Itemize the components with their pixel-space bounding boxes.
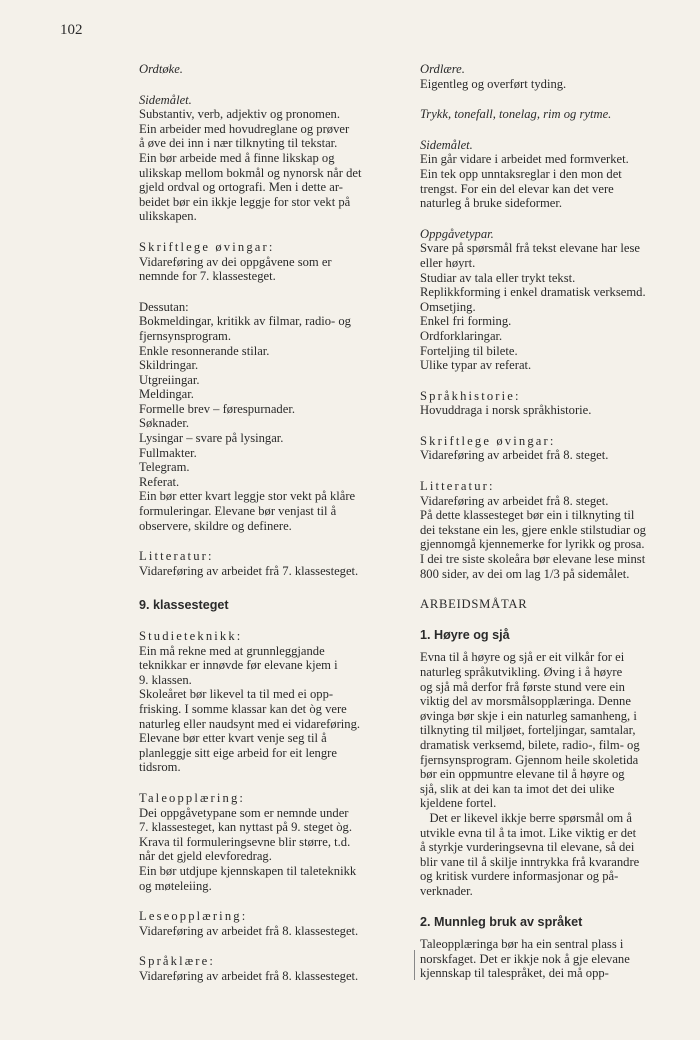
text-line: Dei oppgåvetypane som er nemnde under [139,805,349,820]
text-line: beidet bør ein ikkje leggje for stor vekt på [139,194,351,209]
text-block [420,227,674,373]
text-line: Enkle resonnerande stilar. [139,343,270,358]
section-label: Språkhistorie: [420,388,521,403]
text-line: bør ein oppmuntre elevane til å høyre og [420,767,625,782]
text-line: fjernsynsprogram. Gjennom heile skoletida [420,752,639,767]
text-line: Søknader. [139,416,190,431]
text-block [420,389,674,418]
text-line: Bokmeldingar, kritikk av filmar, radio- og [139,314,351,329]
text-line: fjernsynsprogram. [139,328,231,343]
text-line: Ein må rekne med at grunnleggjande [139,643,325,658]
text-line: utvikle evna til å ta imot. Like viktig er det [420,825,637,840]
text-block [420,107,674,122]
text-line: Elevane bør etter kvart venje seg til å [139,731,327,746]
text-line: tilknyting til miljøet, forteljingar, samtalar, [420,723,636,738]
section-label: Oppgåvetypar. [420,226,494,241]
text-line: når det gjeld elevforedrag. [139,849,272,864]
text-line: Utgreiingar. [139,372,200,387]
text-line: verknader. [420,883,473,898]
section-label: Sidemålet. [139,92,192,107]
section-label: Dessutan: [139,299,189,314]
page-number: 102 [60,22,83,38]
section-label: Skriftlege øvingar: [420,433,556,448]
text-block [420,628,674,899]
text-line: kjennskap til talespråket, dei må opp- [420,966,609,981]
text-line: Vidareføring av arbeidet frå 8. klassesteget. [139,923,359,938]
section-heading: 1. Høyre og sjå [420,627,510,642]
text-line: gjennomgå kjennemerke for lyrikk og prosa. [420,537,645,552]
text-line: Replikkforming i enkel dramatisk verksemd. [420,285,646,300]
section-label: Litteratur: [139,549,214,564]
section-label: Leseopplæring: [139,909,248,924]
text-line: naturleg eller naudsynt med ei vidareføring. [139,716,361,731]
text-line: Krava til formuleringsevne blir større, t.d. [139,834,351,849]
text-line: Vidareføring av dei oppgåvene som er [139,254,332,269]
text-block [139,62,391,77]
text-line: og kritisk vurdere informasjonar og på- [420,869,619,884]
text-line: Vidareføring av arbeidet frå 8. steget. [420,493,609,508]
text-line: trengst. For ein del elevar kan det vere [420,181,614,196]
section-label: Sidemålet. [420,137,473,152]
text-line: Telegram. [139,460,190,475]
text-line: naturleg å bruke sideformer. [420,196,562,211]
text-block [420,479,674,581]
text-line: og møteleiing. [139,878,212,893]
text-line: og sjå må derfor frå første stund vere ein [420,679,625,694]
section-label: Studieteknikk: [139,629,243,643]
right-column [420,62,674,997]
text-block [139,909,391,938]
text-line: ulikskapen. [139,209,197,224]
text-line: Det er likevel ikkje berre spørsmål om å [420,810,632,825]
text-line: norskfaget. Det er ikkje nok å gje elevane [420,951,630,966]
text-line: nemnde for 7. klassesteget. [139,269,276,284]
text-line: 800 sider, av dei om lag 1/3 på sidemålet. [420,566,630,581]
text-line: Lysingar – svare på lysingar. [139,431,284,446]
text-line: observere, skildre og definere. [139,518,292,533]
text-block [139,300,391,534]
text-line: å styrkje vurderingsevna til elevane, så dei [420,840,635,855]
section-label: Ordtøke. [139,62,183,76]
text-line: Svare på spørsmål frå tekst elevane har lese [420,241,640,256]
text-line: ulikskap mellom bokmål og nynorsk når det [139,165,362,180]
text-line: Ein bør etter kvart leggje stor vekt på klåre [139,489,356,504]
section-label: Trykk, tonefall, tonelag, rim og rytme. [420,107,612,122]
text-line: Evna til å høyre og sjå er eit vilkår for ei [420,650,625,665]
text-block [420,434,674,463]
text-line: 7. klassesteget, kan nyttast på 9. steget òg. [139,820,352,835]
left-column [139,62,391,999]
text-line: blir vane til å skilje inntrykka frå kvarandre [420,854,640,869]
text-line: Ein går vidare i arbeidet med formverket. [420,152,629,167]
text-line: naturleg språkutvikling. Øving i å høyre [420,665,623,679]
text-line: Skildringar. [139,358,199,373]
text-line: Ulike typar av referat. [420,358,532,373]
section-heading: 2. Munnleg bruk av språket [420,914,583,929]
text-line: Formelle brev – førespurnader. [139,401,295,416]
text-line: viktig del av morsmålsopplæringa. Denne [420,694,631,709]
text-line: Substantiv, verb, adjektiv og pronomen. [139,107,341,122]
text-line: eller høyrt. [420,255,476,270]
text-line: Omsetjing. [420,299,476,314]
text-block [420,915,674,981]
text-block [139,93,391,224]
text-line: Vidareføring av arbeidet frå 8. steget. [420,448,609,463]
margin-bar [414,950,415,980]
text-line: dramatisk verksemd, bilete, radio-, film- og [420,737,640,752]
text-block [139,240,391,284]
text-line: Forteljing til bilete. [420,343,518,358]
text-line: Referat. [139,474,180,489]
text-line: Eigentleg og overført tyding. [420,76,567,91]
section-label: Ordlære. [420,62,465,76]
text-line: Taleopplæringa bør ha ein sentral plass i [420,937,624,952]
text-line: teknikkar er innøvde før elevane kjem i [139,658,338,673]
text-block [139,549,391,578]
text-line: Ein arbeider med hovudreglane og prøver [139,121,350,136]
section-label: Taleopplæring: [139,790,246,805]
text-line: Enkel fri forming. [420,314,512,329]
text-line: dei tekstane ein les, gjere enkle stilstudiar og [420,522,646,537]
text-line: Studiar av tala eller trykt tekst. [420,270,576,285]
text-block [139,598,391,613]
text-block [420,62,674,91]
text-line: planleggje sitt eige arbeid for eit lengre [139,745,337,760]
text-line: gjeld ordval og ortografi. Men i dette ar- [139,180,343,195]
text-line: Fullmakter. [139,445,197,460]
text-line: Skoleåret bør likevel ta til med ei opp- [139,687,334,702]
text-line: I dei tre siste skoleåra bør elevane lese minst [420,552,646,567]
text-block [420,597,674,612]
section-label: Språklære: [139,954,215,969]
text-line: Ein tek opp unntaksreglar i den mon det [420,166,622,181]
section-heading: 9. klassesteget [139,598,229,613]
text-block [139,791,391,893]
section-label: Skriftlege øvingar: [139,239,275,254]
text-line: tidsrom. [139,760,181,775]
text-block [139,954,391,983]
text-line: Ein bør utdjupe kjennskapen til taleteknikk [139,863,357,878]
text-block [420,138,674,211]
text-line: Ordforklaringar. [420,328,503,343]
section-heading: ARBEIDSMÅTAR [420,597,528,612]
text-line: å øve dei inn i nær tilknyting til tekstar. [139,136,338,151]
section-label: Litteratur: [420,479,495,494]
text-line: frisking. I somme klassar kan det òg vere [139,701,347,716]
text-line: formuleringar. Elevane bør venjast til å [139,504,337,519]
text-line: sjå, slik at dei kan ta imot det dei ulike [420,781,615,796]
text-line: Ein bør arbeide med å finne likskap og [139,150,335,165]
text-line: Vidareføring av arbeidet frå 8. klassesteget. [139,968,359,983]
text-line: På dette klassesteget bør ein i tilknyting til [420,508,635,523]
text-block [139,629,391,775]
text-line: Vidareføring av arbeidet frå 7. klassesteget. [139,563,359,578]
text-line: 9. klassen. [139,672,192,687]
text-line: Hovuddraga i norsk språkhistorie. [420,403,592,418]
text-line: kjeldene fortel. [420,796,497,811]
text-line: Meldingar. [139,387,194,402]
text-line: øvinga bør skje i ein naturleg samanheng, i [420,708,637,723]
